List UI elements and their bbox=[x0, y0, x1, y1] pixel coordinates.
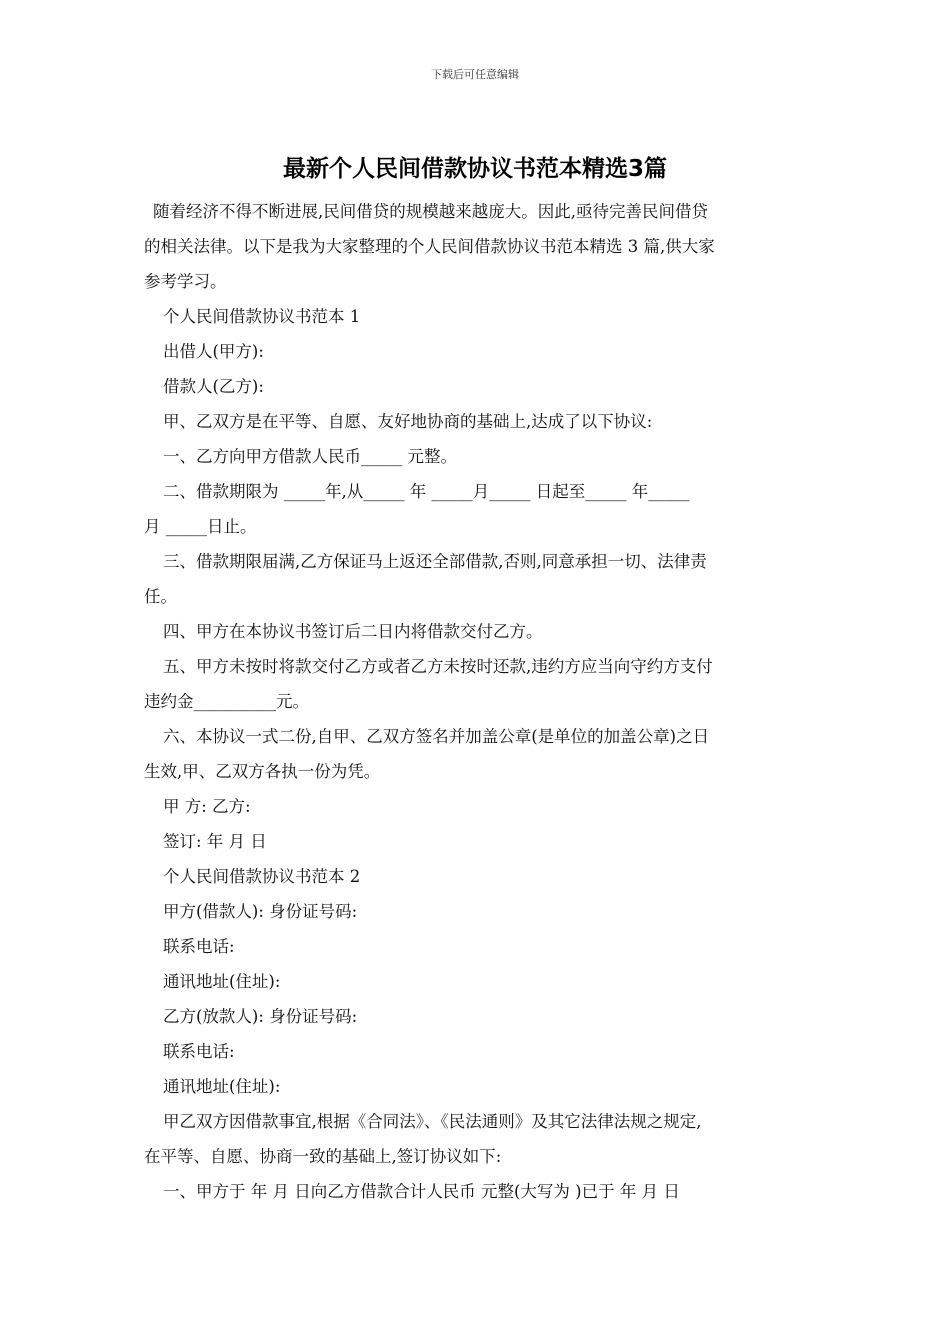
sample1-clause2-cont: 月 _____日止。 bbox=[144, 517, 257, 536]
sample2-heading: 个人民间借款协议书范本 2 bbox=[163, 867, 361, 886]
sample1-borrower: 借款人(乙方): bbox=[163, 377, 264, 396]
sample1-clause6-cont: 生效,甲、乙双方各执一份为凭。 bbox=[144, 762, 381, 781]
sample2-phone-a: 联系电话: bbox=[163, 937, 235, 956]
sample1-parties: 甲 方: 乙方: bbox=[163, 797, 251, 816]
sample2-clause1: 一、甲方于 年 月 日向乙方借款合计人民币 元整(大写为 )已于 年 月 日 bbox=[163, 1182, 680, 1201]
sample1-signed: 签订: 年 月 日 bbox=[163, 832, 267, 851]
intro-line: 参考学习。 bbox=[144, 272, 227, 291]
sample2-preamble: 甲乙双方因借款事宜,根据《合同法》、《民法通则》及其它法律法规之规定, bbox=[163, 1112, 702, 1131]
intro-line: 随着经济不得不断进展,民间借贷的规模越来越庞大。因此,亟待完善民间借贷 bbox=[153, 202, 708, 221]
sample2-phone-b: 联系电话: bbox=[163, 1042, 235, 1061]
sample1-clause4: 四、甲方在本协议书签订后二日内将借款交付乙方。 bbox=[163, 622, 543, 641]
sample2-party-a: 甲方(借款人): 身份证号码: bbox=[163, 902, 358, 921]
document-body bbox=[144, 194, 812, 1209]
sample2-party-b: 乙方(放款人): 身份证号码: bbox=[163, 1007, 358, 1026]
sample1-clause3: 三、借款期限届满,乙方保证马上返还全部借款,否则,同意承担一切、法律责 bbox=[163, 552, 707, 571]
sample1-preamble: 甲、乙双方是在平等、自愿、友好地协商的基础上,达成了以下协议: bbox=[163, 412, 653, 431]
intro-line: 的相关法律。以下是我为大家整理的个人民间借款协议书范本精选 3 篇,供大家 bbox=[144, 237, 715, 256]
sample1-clause5: 五、甲方未按时将款交付乙方或者乙方未按时还款,违约方应当向守约方支付 bbox=[163, 657, 713, 676]
sample1-clause1: 一、乙方向甲方借款人民币_____ 元整。 bbox=[163, 447, 457, 466]
sample1-clause2: 二、借款期限为 _____年,从_____ 年 _____月_____ 日起至_____ 年_____ bbox=[163, 482, 690, 501]
sample1-clause6: 六、本协议一式二份,自甲、乙双方签名并加盖公章(是单位的加盖公章)之日 bbox=[163, 727, 710, 746]
sample2-preamble-cont: 在平等、自愿、协商一致的基础上,签订协议如下: bbox=[144, 1147, 502, 1166]
document-title: 最新个人民间借款协议书范本精选3篇 bbox=[282, 156, 667, 182]
sample2-address-b: 通讯地址(住址): bbox=[163, 1077, 281, 1096]
sample1-clause5-cont: 违约金__________元。 bbox=[144, 692, 309, 711]
page-header-note: 下载后可任意编辑 bbox=[431, 68, 519, 81]
sample2-address-a: 通讯地址(住址): bbox=[163, 972, 281, 991]
sample1-heading: 个人民间借款协议书范本 1 bbox=[163, 307, 361, 326]
sample1-clause3-cont: 任。 bbox=[144, 587, 177, 606]
sample1-lender: 出借人(甲方): bbox=[163, 342, 264, 361]
